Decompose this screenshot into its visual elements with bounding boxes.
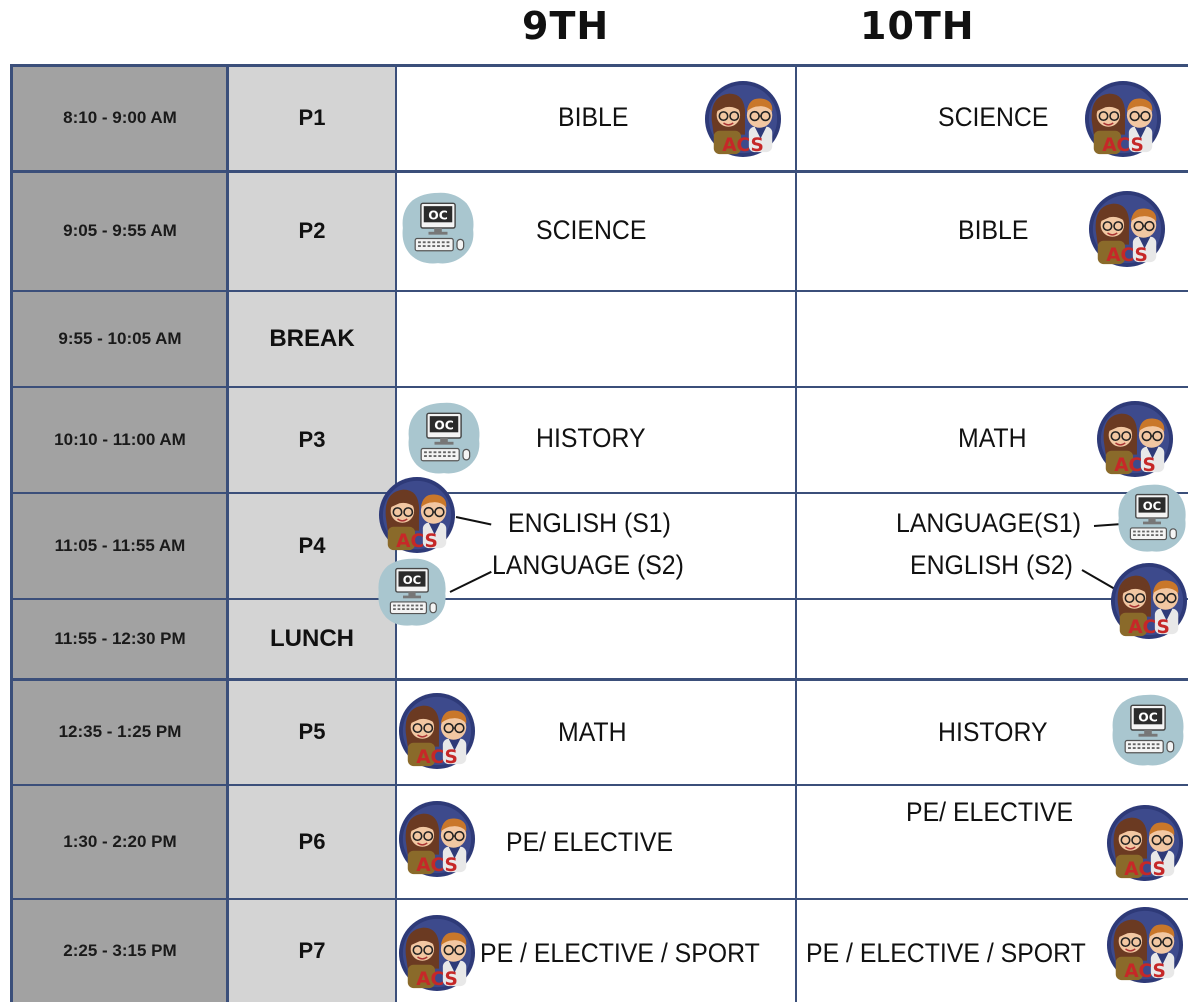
grid-row-line bbox=[10, 784, 1188, 786]
period-cell-p4: P4 bbox=[228, 494, 396, 598]
grade10-p2-subject: BIBLE bbox=[958, 215, 1029, 245]
grade10-p1-subject: SCIENCE bbox=[938, 102, 1049, 132]
grade10-p4-s1-subject: LANGUAGE(S1) bbox=[896, 508, 1081, 538]
oc-computer-icon bbox=[1116, 482, 1188, 554]
grade10-p6-subject: PE/ ELECTIVE bbox=[906, 797, 1074, 827]
time-cell-break: 9:55 - 10:05 AM bbox=[12, 292, 228, 386]
grade-10-header: 10TH bbox=[860, 4, 975, 48]
grid-row-line bbox=[10, 386, 1188, 388]
grade9-p4-s2-subject: LANGUAGE (S2) bbox=[492, 550, 684, 580]
oc-computer-icon bbox=[376, 556, 448, 628]
grid-row-line bbox=[10, 492, 1188, 494]
oc-computer-icon bbox=[406, 400, 482, 476]
period-cell-p5: P5 bbox=[228, 680, 396, 784]
acs-teachers-icon bbox=[1106, 906, 1184, 984]
grid-col-line bbox=[10, 64, 13, 1002]
grid-col-line bbox=[226, 64, 229, 1002]
period-cell-p2: P2 bbox=[228, 172, 396, 290]
period-cell-p1: P1 bbox=[228, 66, 396, 170]
grade-9-header: 9TH bbox=[522, 4, 610, 48]
grid-row-line bbox=[10, 170, 1188, 173]
time-cell-p5: 12:35 - 1:25 PM bbox=[12, 680, 228, 784]
time-cell-p7: 2:25 - 3:15 PM bbox=[12, 900, 228, 1002]
grid-row-line bbox=[10, 598, 1188, 600]
acs-teachers-icon bbox=[398, 914, 476, 992]
period-cell-p6: P6 bbox=[228, 786, 396, 898]
acs-teachers-icon bbox=[704, 80, 782, 158]
leader-line-grade9-english bbox=[456, 516, 492, 525]
time-cell-p1: 8:10 - 9:00 AM bbox=[12, 66, 228, 170]
grade9-p5-subject: MATH bbox=[558, 717, 627, 747]
acs-teachers-icon bbox=[1106, 804, 1184, 882]
grade9-p3-subject: HISTORY bbox=[536, 423, 646, 453]
grade9-p7-subject: PE / ELECTIVE / SPORT bbox=[480, 938, 760, 968]
time-cell-p2: 9:05 - 9:55 AM bbox=[12, 172, 228, 290]
acs-teachers-icon bbox=[398, 692, 476, 770]
grade9-p6-subject: PE/ ELECTIVE bbox=[506, 827, 674, 857]
grade10-p3-subject: MATH bbox=[958, 423, 1027, 453]
oc-computer-icon bbox=[400, 190, 476, 266]
grade10-p4-s2-subject: ENGLISH (S2) bbox=[910, 550, 1073, 580]
grade10-p7-subject: PE / ELECTIVE / SPORT bbox=[806, 938, 1086, 968]
period-cell-p7: P7 bbox=[228, 900, 396, 1002]
grade9-p4-s1-subject: ENGLISH (S1) bbox=[508, 508, 671, 538]
grade9-p2-subject: SCIENCE bbox=[536, 215, 647, 245]
acs-teachers-icon bbox=[378, 476, 456, 554]
leader-line-grade9-language bbox=[450, 571, 492, 593]
grade9-p1-subject: BIBLE bbox=[558, 102, 629, 132]
acs-teachers-icon bbox=[1096, 400, 1174, 478]
oc-computer-icon bbox=[1110, 692, 1186, 768]
acs-teachers-icon bbox=[1088, 190, 1166, 268]
grade10-p5-subject: HISTORY bbox=[938, 717, 1048, 747]
time-cell-p4: 11:05 - 11:55 AM bbox=[12, 494, 228, 598]
grid-row-line bbox=[10, 678, 1188, 681]
acs-teachers-icon bbox=[398, 800, 476, 878]
period-cell-lunch: LUNCH bbox=[228, 600, 396, 678]
period-cell-p3: P3 bbox=[228, 388, 396, 492]
acs-teachers-icon bbox=[1084, 80, 1162, 158]
time-cell-lunch: 11:55 - 12:30 PM bbox=[12, 600, 228, 678]
grid-row-line bbox=[10, 290, 1188, 292]
time-cell-p6: 1:30 - 2:20 PM bbox=[12, 786, 228, 898]
acs-teachers-icon bbox=[1110, 562, 1188, 640]
grid-col-line bbox=[795, 64, 797, 1002]
grid-row-line bbox=[10, 898, 1188, 900]
time-cell-p3: 10:10 - 11:00 AM bbox=[12, 388, 228, 492]
period-cell-break: BREAK bbox=[228, 292, 396, 386]
grid-top-border bbox=[10, 64, 1188, 67]
